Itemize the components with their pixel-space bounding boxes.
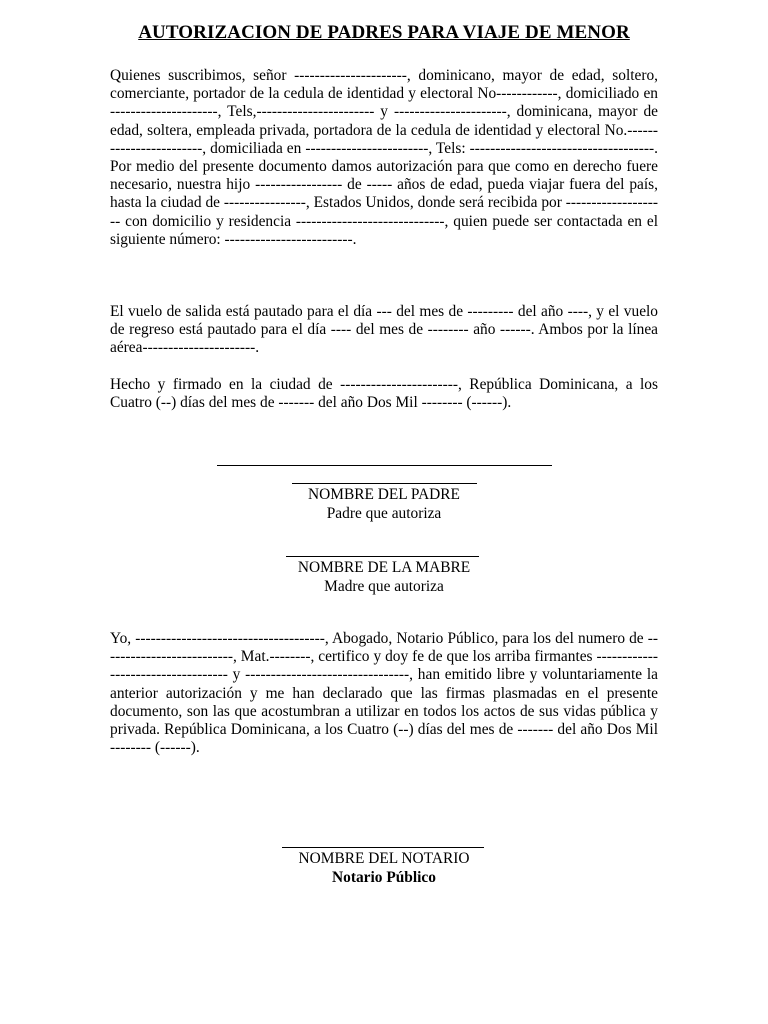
mother-role-label: Madre que autoriza [324, 578, 444, 595]
notary-role-label: Notario Público [332, 869, 436, 886]
mother-name-label: NOMBRE DE LA MABRE [297, 559, 471, 576]
father-name-label: NOMBRE DEL PADRE [308, 486, 460, 503]
father-role-label: Padre que autoriza [326, 505, 442, 522]
document-title: AUTORIZACION DE PADRES PARA VIAJE DE MENOR [138, 22, 630, 43]
notary-name-label: NOMBRE DEL NOTARIO [298, 850, 470, 867]
signed-paragraph: Hecho y firmado en la ciudad de -----------------------, República Dominicana, a los Cuatro (--) días del mes de ------- del año Dos Mil -------- (------). [110, 376, 658, 412]
signature-line-long [217, 465, 552, 466]
signature-line-notary [282, 847, 484, 848]
notary-paragraph: Yo, -------------------------------------, Abogado, Notario Público, para los del numero de --------------------------, Mat.--------, certifico y doy fe de que los arriba firmantes ----------------------------------- y --------------------------------, han emitido libre y voluntariamente la anterior autorización y me han declarado que las firmas plasmadas en el presente documento, son las que acostumbran a utilizar en todos los actos de sus vidas pública y privada. República Dominicana, a los Cuatro (--) días del mes de ------- del año Dos Mil -------- (------). [110, 630, 658, 757]
signature-line-mother [286, 556, 479, 557]
authorization-paragraph: Quienes suscribimos, señor ----------------------, dominicano, mayor de edad, soltero, comerciante, portador de la cedula de identidad y electoral No------------, domiciliado en ---------------------, Tels,----------------------- y ----------------------, dominicana, mayor de edad, soltera, empleada privada, portadora de la cedula de identidad y electoral No.------------------------, domiciliada en ------------------------, Tels: ------------------------------------. Por medio del presente documento damos autorización para que como en derecho fuere necesario, nuestra hijo ----------------- de ----- años de edad, pueda viajar fuera del país, hasta la ciudad de ----------------, Estados Unidos, donde será recibida por -------------------- con domicilio y residencia -----------------------------, quien puede ser contactada en el siguiente número: -------------------------. [110, 67, 658, 248]
signature-line-father [292, 483, 477, 484]
flights-paragraph: El vuelo de salida está pautado para el día --- del mes de --------- del año ----, y el vuelo de regreso está pautado para el día ---- del mes de -------- año ------. Ambos por la línea aérea----------------------. [110, 303, 658, 357]
